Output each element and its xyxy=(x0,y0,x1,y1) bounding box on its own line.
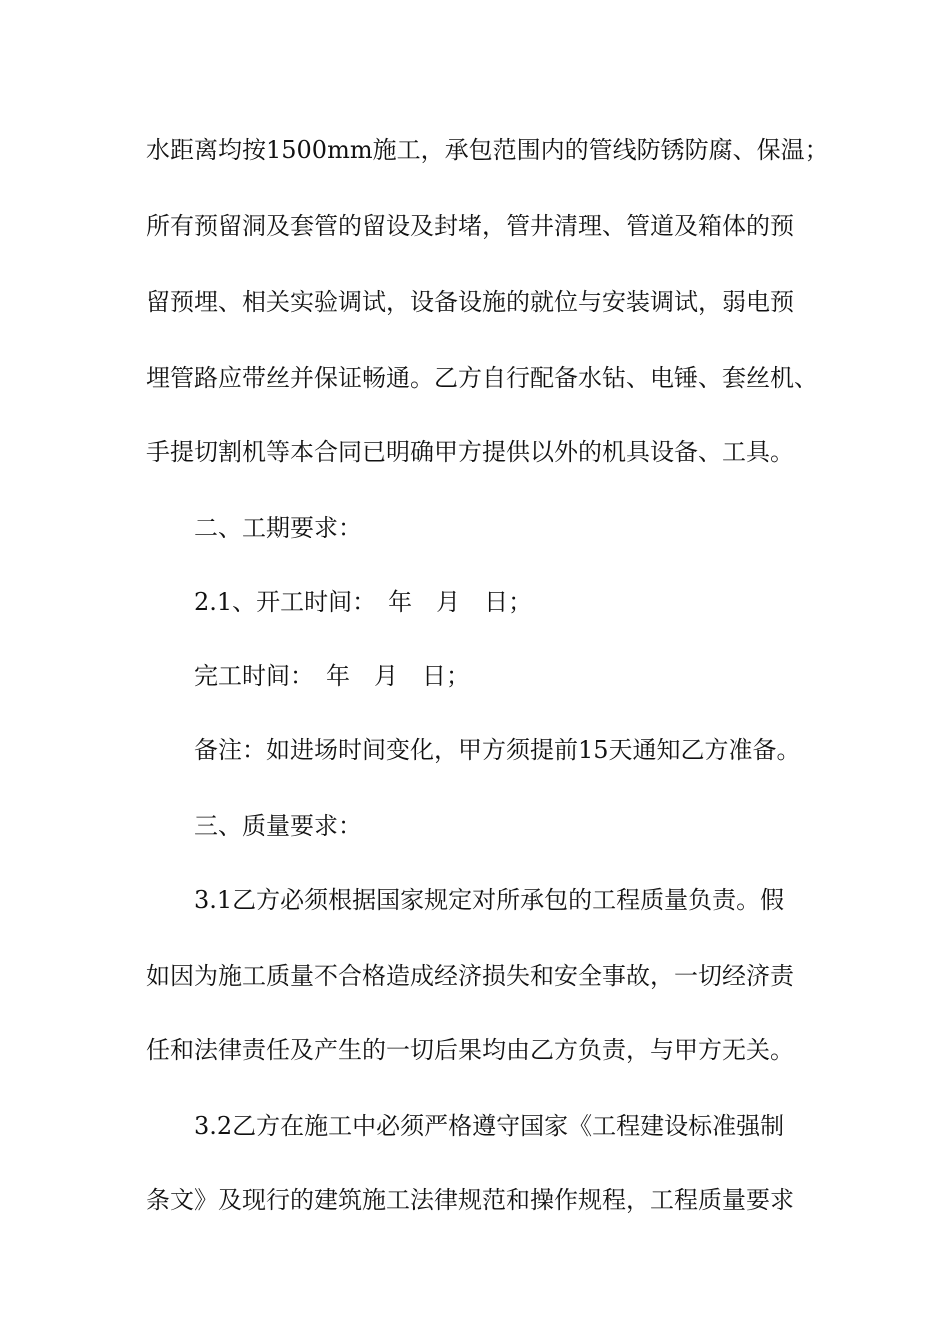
text-line: 3.2乙方在施工中必须严格遵守国家《工程建设标准强制 xyxy=(194,1112,785,1140)
text-line: 完工时间： 年 月 日； xyxy=(194,662,470,690)
section-heading: 三、质量要求： xyxy=(194,812,362,840)
text-line: 3.1乙方必须根据国家规定对所承包的工程质量负责。假 xyxy=(194,886,785,914)
text-line: 备注：如进场时间变化，甲方须提前15天通知乙方准备。 xyxy=(194,736,801,764)
text-line: 如因为施工质量不合格造成经济损失和安全事故，一切经济责 xyxy=(146,962,794,990)
text-line: 水距离均按1500mm施工，承包范围内的管线防锈防腐、保温； xyxy=(146,136,829,164)
text-line: 所有预留洞及套管的留设及封堵，管井清理、管道及箱体的预 xyxy=(146,212,794,240)
section-heading: 二、工期要求： xyxy=(194,514,362,542)
text-line: 留预埋、相关实验调试，设备设施的就位与安装调试，弱电预 xyxy=(146,288,794,316)
text-line: 手提切割机等本合同已明确甲方提供以外的机具设备、工具。 xyxy=(146,438,794,466)
text-line: 埋管路应带丝并保证畅通。乙方自行配备水钻、电锤、套丝机、 xyxy=(146,364,818,392)
text-line: 任和法律责任及产生的一切后果均由乙方负责，与甲方无关。 xyxy=(146,1036,794,1064)
text-line: 2.1、开工时间： 年 月 日； xyxy=(194,588,533,616)
text-line: 条文》及现行的建筑施工法律规范和操作规程，工程质量要求 xyxy=(146,1186,794,1214)
